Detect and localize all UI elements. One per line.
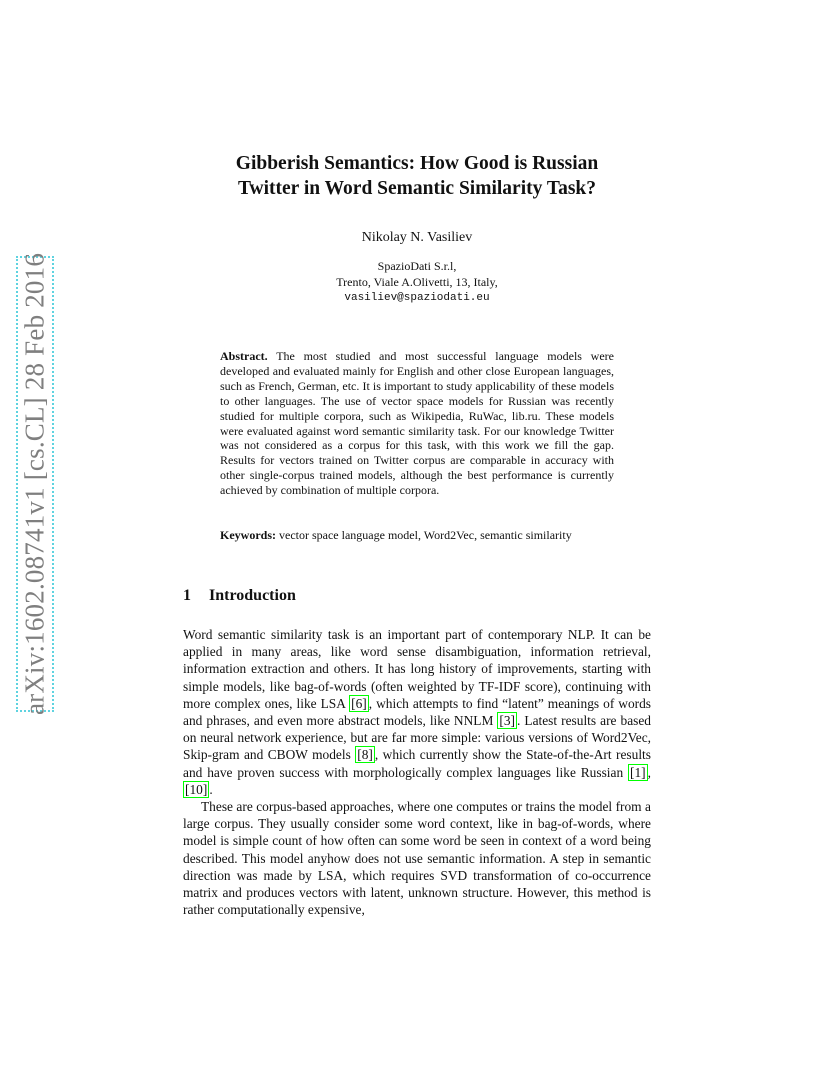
keywords-label: Keywords:	[220, 528, 276, 542]
affiliation	[183, 258, 651, 306]
section-title: Introduction	[209, 587, 296, 604]
paragraph-text: . Latest results are based on neural network experience, but are far more simple: various versions of Word2Vec, Skip-gram and CBOW models	[183, 713, 651, 763]
affiliation-address: Trento, Viale A.Olivetti, 13, Italy,	[336, 275, 498, 289]
keywords	[220, 528, 614, 543]
author-email[interactable]: vasiliev@spaziodati.eu	[344, 292, 490, 304]
citation-link[interactable]: [3]	[499, 713, 516, 729]
title-line-1: Gibberish Semantics: How Good is Russian	[235, 153, 599, 174]
section-heading	[183, 587, 296, 605]
abstract-label: Abstract.	[220, 349, 268, 363]
section-number: 1	[183, 587, 191, 604]
abstract	[220, 349, 614, 498]
citation-link[interactable]: [1]	[630, 764, 646, 780]
title-line-2: Twitter in Word Semantic Similarity Task?	[237, 178, 597, 199]
paragraph-text: , which attempts to find “latent” meanings of words and phrases, and even more abstract models, like NNLM	[183, 695, 652, 729]
affiliation-org: SpazioDati S.r.l,	[377, 259, 457, 273]
citation-link[interactable]: [10]	[185, 781, 208, 797]
keywords-text: vector space language model, Word2Vec, semantic similarity	[279, 528, 572, 542]
paragraph-text: , which currently show the State-of-the-Art results and have proven success with morphologically complex languages like Russian	[183, 747, 651, 780]
citation-link[interactable]: [6]	[351, 695, 367, 711]
paragraph-1	[183, 626, 651, 798]
paper-title	[183, 151, 651, 201]
section-body	[183, 626, 651, 918]
paragraph-text: .	[209, 781, 213, 797]
arxiv-stamp	[16, 252, 54, 716]
paragraph-text: ,	[647, 764, 651, 780]
author-name: Nikolay N. Vasiliev	[361, 230, 473, 245]
abstract-text: The most studied and most successful language models were developed and evaluated mainly for English and other close European languages, such as French, German, etc. It is important to study applicability of these models to other languages. The use of vector space models for Russian was recently studied for multiple corpora, such as Wikipedia, RuWac, lib.ru. These models were evaluated against word semantic similarity task. For our knowledge Twitter was not considered as a corpus for this task, with this work we fill the gap. Results for vectors trained on Twitter corpus are comparable in accuracy with other single-corpus trained models, although the best performance is currently achieved by combination of multiple corpora.	[220, 349, 614, 498]
arxiv-identifier: arXiv:1602.08741v1 [cs.CL] 28 Feb 2016	[19, 252, 50, 716]
paragraph-2: These are corpus-based approaches, where one computes or trains the model from a large corpus. They usually consider some word context, like in bag-of-words, where model is simple count of how often can some word be seen in context of a word being described. This model anyhow does not use semantic information. A step in semantic direction was made by LSA, which requires SVD transformation of co-occurrence matrix and produces vectors with latent, unknown structure. However, this method is rather computationally expensive,	[183, 799, 651, 918]
citation-link[interactable]: [8]	[357, 747, 373, 763]
paragraph-text: Word semantic similarity task is an important part of contemporary NLP. It can be applied in many areas, like word sense disambiguation, information retrieval, information extraction and others. It has long history of improvements, starting with simple models, like bag-of-words (often weighted by TF-IDF score), continuing with more complex ones, like LSA	[183, 627, 651, 711]
